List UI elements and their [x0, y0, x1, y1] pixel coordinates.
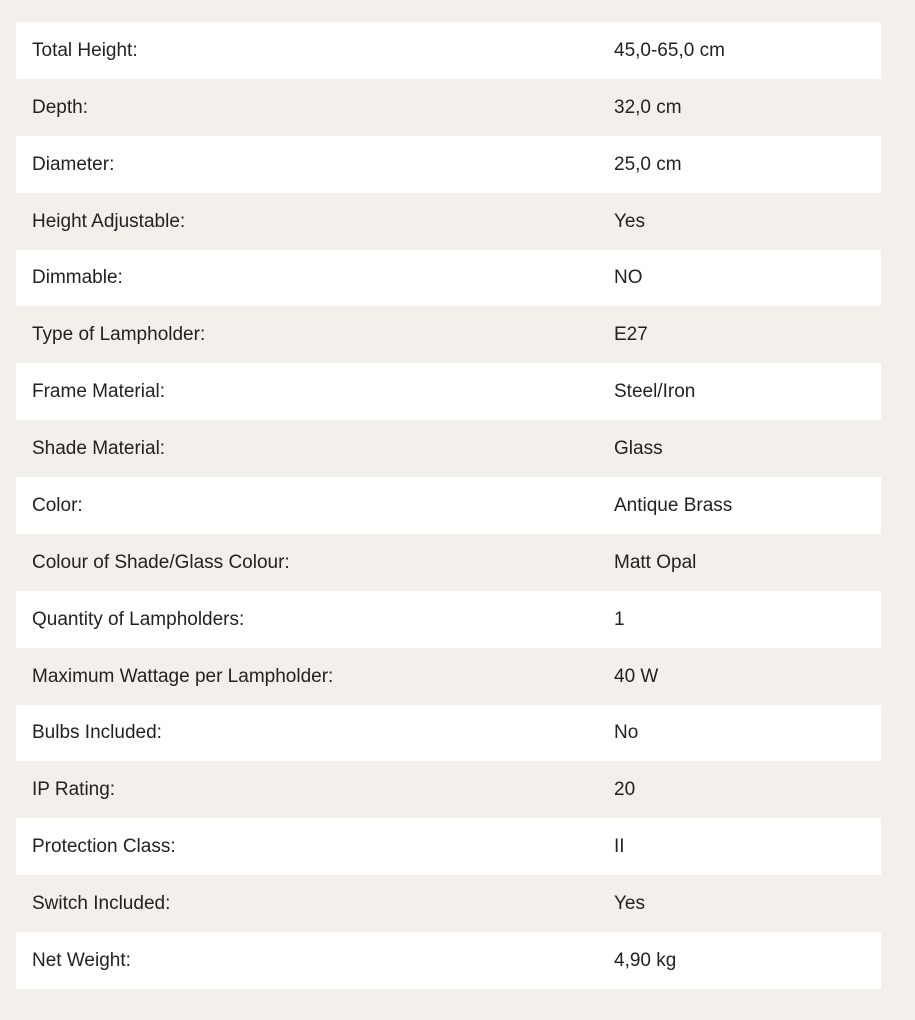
spec-label: Quantity of Lampholders: — [32, 608, 245, 630]
spec-value: Glass — [614, 438, 663, 460]
spec-value: 45,0-65,0 cm — [614, 39, 725, 61]
spec-label: IP Rating: — [32, 779, 116, 801]
spec-row-lampholder-type — [16, 306, 881, 363]
spec-label: Color: — [32, 494, 83, 516]
spec-row-depth — [16, 79, 881, 136]
spec-value: 40 W — [614, 665, 659, 687]
spec-value: No — [614, 722, 639, 744]
spec-row-net-weight — [16, 932, 881, 989]
spec-label: Protection Class: — [32, 836, 176, 858]
spec-value: Steel/Iron — [614, 381, 696, 403]
spec-value: Matt Opal — [614, 551, 697, 573]
spec-row-dimmable — [16, 250, 881, 307]
spec-label: Total Height: — [32, 39, 138, 61]
spec-label: Diameter: — [32, 153, 115, 175]
spec-label: Bulbs Included: — [32, 722, 162, 744]
spec-label: Maximum Wattage per Lampholder: — [32, 665, 334, 687]
spec-row-max-wattage — [16, 648, 881, 705]
spec-row-shade-colour — [16, 534, 881, 591]
spec-row-lampholder-quantity — [16, 591, 881, 648]
spec-value: Yes — [614, 210, 645, 232]
spec-label: Dimmable: — [32, 267, 123, 289]
spec-row-switch-included — [16, 875, 881, 932]
spec-label: Colour of Shade/Glass Colour: — [32, 551, 290, 573]
spec-label: Net Weight: — [32, 949, 131, 971]
product-specifications-table — [16, 22, 881, 989]
spec-value: Yes — [614, 893, 645, 915]
spec-value: NO — [614, 267, 643, 289]
spec-label: Frame Material: — [32, 381, 166, 403]
spec-row-color — [16, 477, 881, 534]
spec-label: Depth: — [32, 96, 88, 118]
spec-value: 20 — [614, 779, 636, 801]
spec-value: II — [614, 836, 625, 858]
spec-row-frame-material — [16, 363, 881, 420]
spec-row-bulbs-included — [16, 705, 881, 762]
spec-row-diameter — [16, 136, 881, 193]
spec-row-protection-class — [16, 818, 881, 875]
spec-row-ip-rating — [16, 761, 881, 818]
spec-value: E27 — [614, 324, 648, 346]
spec-value: Antique Brass — [614, 494, 733, 516]
spec-row-height-adjustable — [16, 193, 881, 250]
spec-label: Height Adjustable: — [32, 210, 186, 232]
spec-value: 25,0 cm — [614, 153, 682, 175]
spec-value: 1 — [614, 608, 625, 630]
spec-value: 4,90 kg — [614, 949, 677, 971]
spec-row-total-height — [16, 22, 881, 79]
spec-label: Switch Included: — [32, 893, 171, 915]
spec-label: Shade Material: — [32, 438, 166, 460]
spec-row-shade-material — [16, 420, 881, 477]
spec-value: 32,0 cm — [614, 96, 682, 118]
spec-label: Type of Lampholder: — [32, 324, 206, 346]
